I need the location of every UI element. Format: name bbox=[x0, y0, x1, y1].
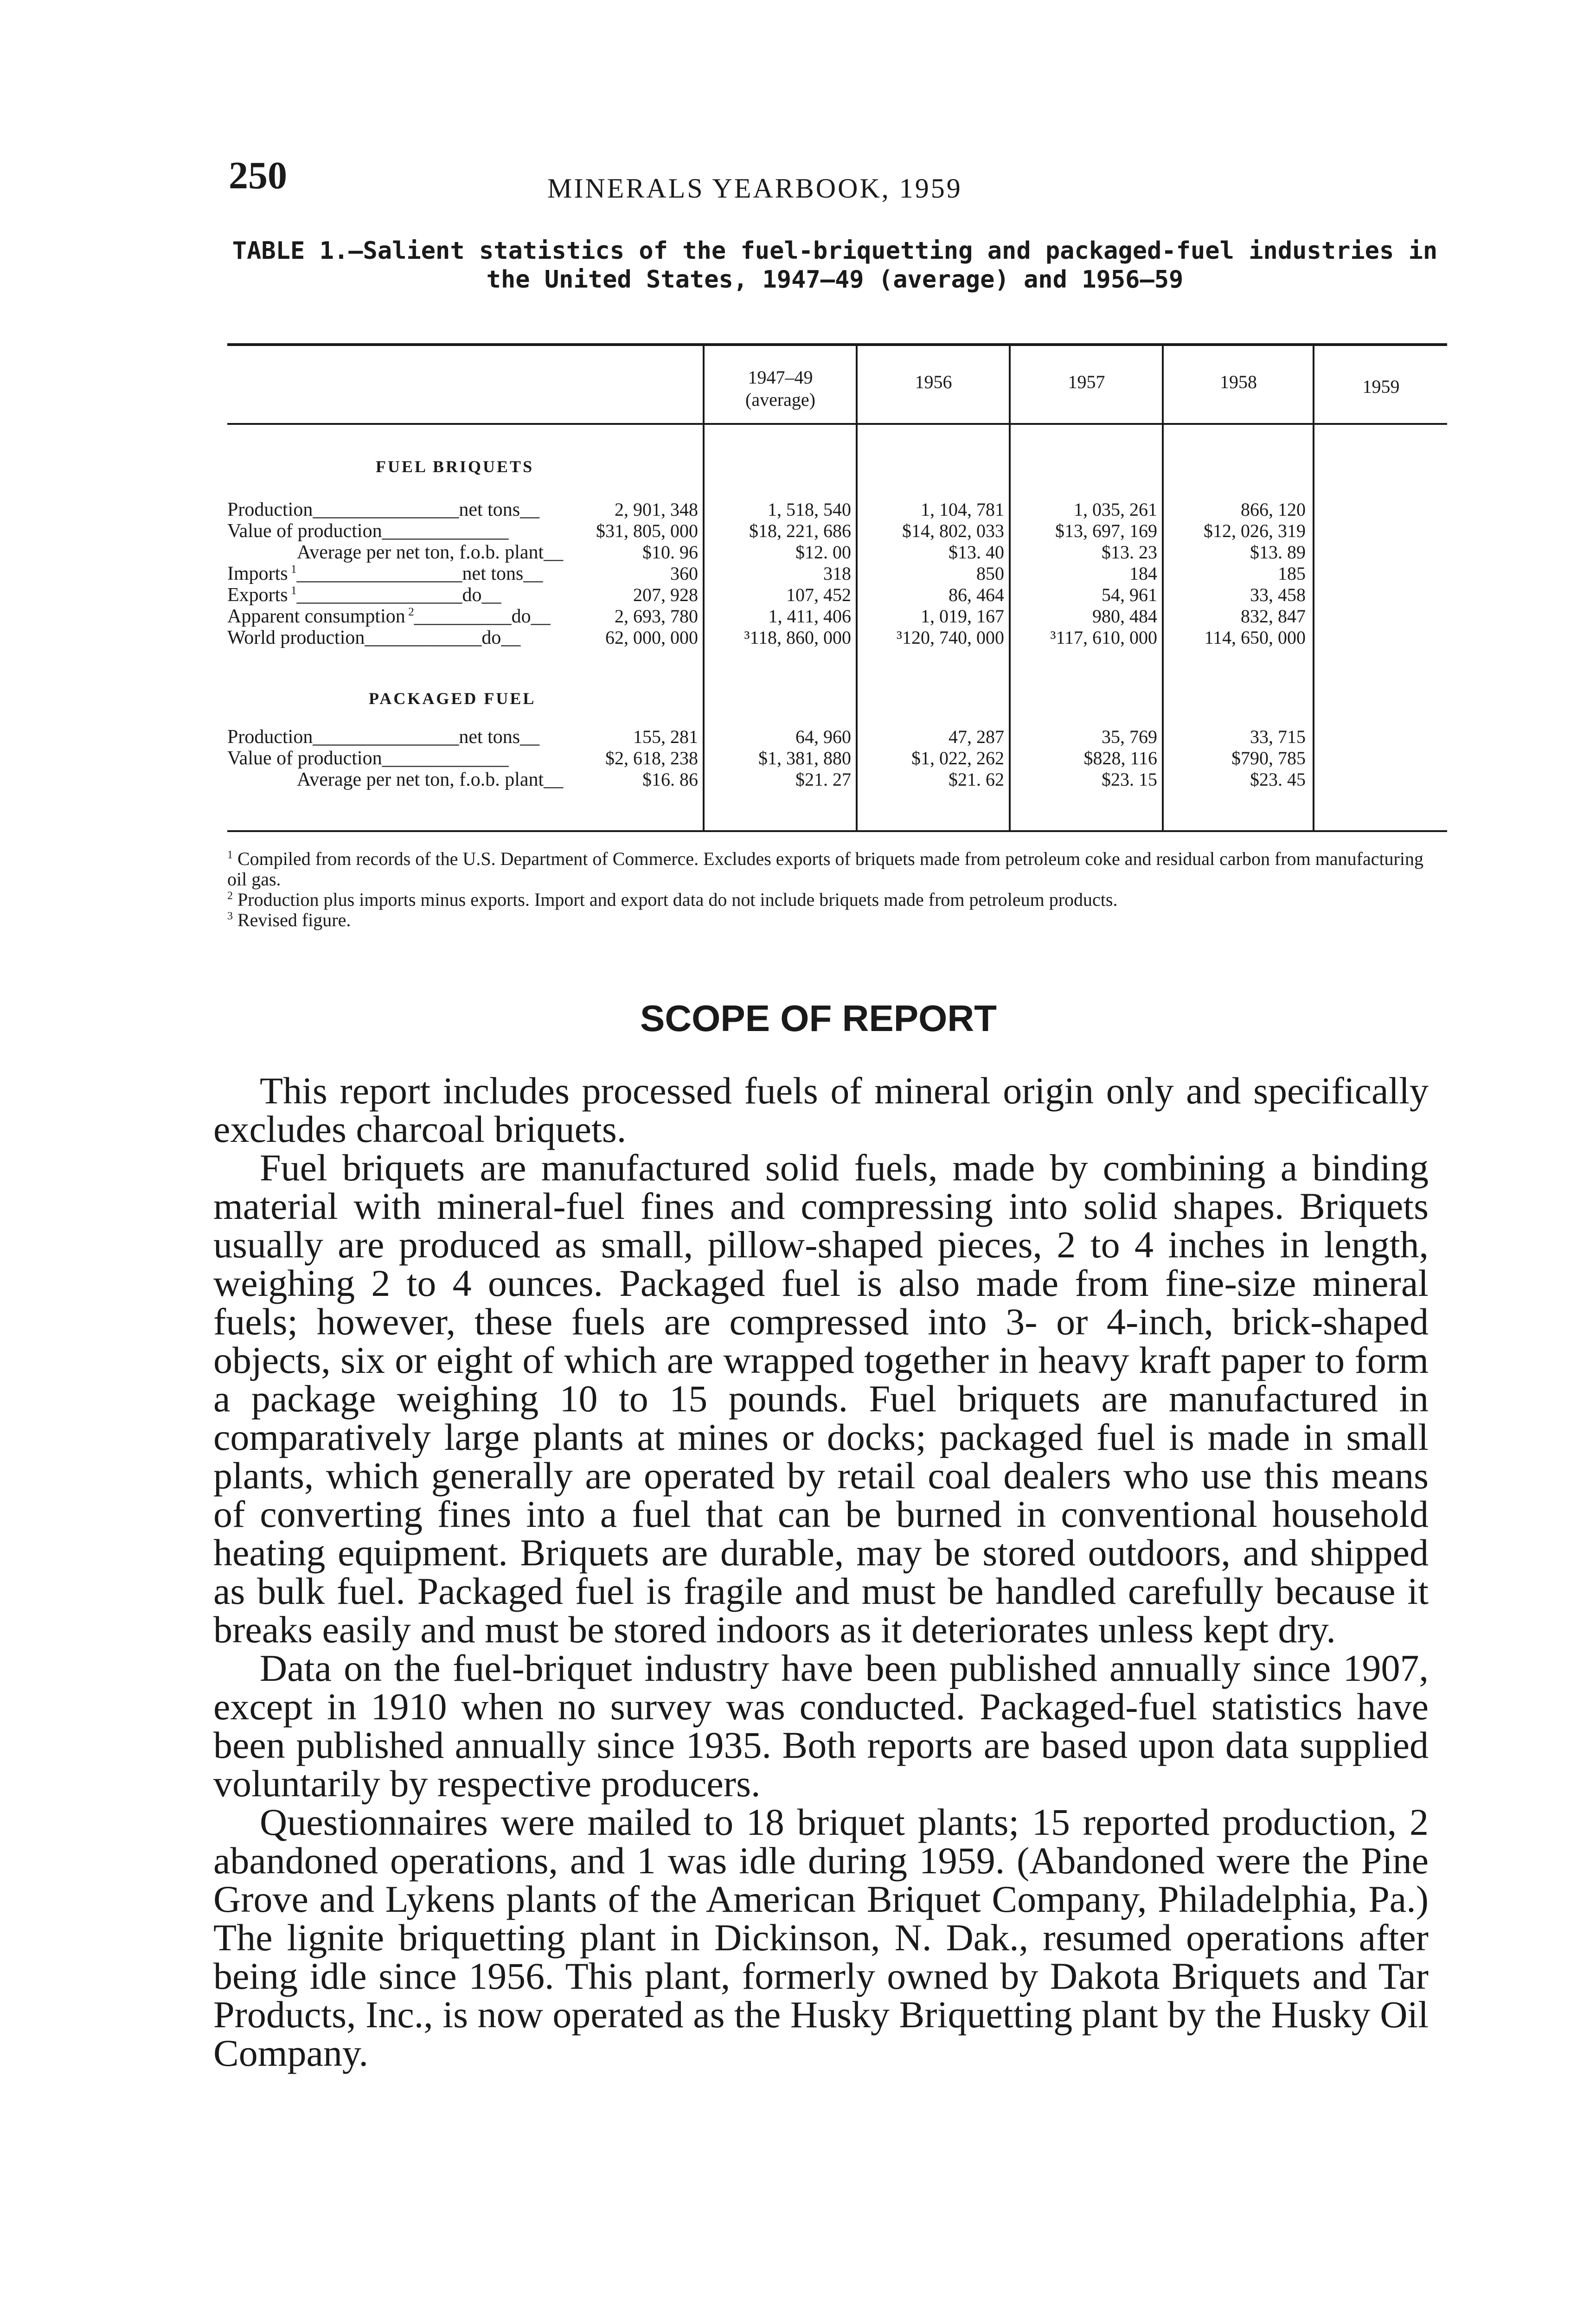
table-cell: 33, 715 bbox=[1250, 726, 1306, 747]
table-cell: 1, 411, 406 bbox=[768, 606, 851, 627]
row-unit: do bbox=[462, 584, 482, 606]
table-cell: 35, 769 bbox=[1102, 726, 1157, 747]
table-row bbox=[227, 627, 1447, 650]
table-cell: 54, 961 bbox=[1102, 584, 1157, 605]
table-cell: $14, 802, 033 bbox=[902, 520, 1004, 541]
dot-leader: _________________ bbox=[296, 563, 462, 584]
table-cell: 866, 120 bbox=[1241, 499, 1306, 520]
table-cell: 155, 281 bbox=[633, 726, 698, 747]
table-cell: $828, 116 bbox=[1083, 748, 1157, 769]
table-row bbox=[227, 747, 1447, 770]
column-header: 1958 bbox=[1220, 372, 1257, 392]
table-cell: $13, 697, 169 bbox=[1055, 520, 1157, 541]
table-cell: 850 bbox=[976, 563, 1004, 584]
table-cell: 114, 650, 000 bbox=[1204, 627, 1306, 648]
table-cell: $1, 381, 880 bbox=[758, 748, 851, 769]
table-cell: $13. 40 bbox=[949, 542, 1004, 563]
table-cell: $18, 221, 686 bbox=[749, 520, 851, 541]
table-cell: $12. 00 bbox=[795, 542, 851, 563]
table-cell: ³117, 610, 000 bbox=[1050, 627, 1157, 648]
table-row bbox=[227, 499, 1447, 522]
footnote bbox=[227, 849, 1442, 890]
row-label bbox=[227, 563, 543, 585]
row-label-text: Average per net ton, f.o.b. plant bbox=[297, 542, 544, 563]
dot-leader: __ bbox=[544, 769, 564, 790]
row-label-text: Value of production bbox=[227, 520, 382, 542]
table-cell: 2, 693, 780 bbox=[615, 606, 698, 627]
table-cell: 184 bbox=[1129, 563, 1157, 584]
row-unit: do bbox=[481, 627, 501, 648]
footnote bbox=[227, 890, 1442, 910]
running-title: MINERALS YEARBOOK, 1959 bbox=[547, 173, 962, 204]
table-cell: $13. 89 bbox=[1250, 542, 1306, 563]
table-row bbox=[227, 769, 1447, 792]
table-cell: ³120, 740, 000 bbox=[897, 627, 1004, 648]
body-text bbox=[213, 1071, 1429, 2072]
table-row bbox=[227, 563, 1447, 586]
column-header: 1957 bbox=[1068, 372, 1105, 392]
row-unit: do bbox=[511, 606, 531, 627]
dot-leader: _____________ bbox=[382, 748, 509, 769]
table-cell: ³118, 860, 000 bbox=[744, 627, 851, 648]
table-cell: 107, 452 bbox=[786, 584, 851, 605]
table-cell: 318 bbox=[823, 563, 851, 584]
table-cell: 360 bbox=[670, 563, 698, 584]
table-cell: 185 bbox=[1278, 563, 1306, 584]
table-cell: 1, 035, 261 bbox=[1074, 499, 1157, 520]
table-cell: $16. 86 bbox=[642, 769, 698, 790]
footnote-text: Production plus imports minus exports. Import and export data do not include briquets made from petroleum products. bbox=[237, 889, 1118, 910]
column-header-line: (average) bbox=[745, 389, 815, 410]
footnote-mark: 1 bbox=[288, 563, 297, 576]
table-row bbox=[227, 584, 1447, 607]
table-cell: 832, 847 bbox=[1241, 606, 1306, 627]
footnote-mark: 3 bbox=[227, 910, 233, 922]
row-label-text: World production bbox=[227, 627, 365, 648]
footnote bbox=[227, 910, 1442, 930]
table-cell: $10. 96 bbox=[642, 542, 698, 563]
table-row bbox=[227, 541, 1447, 564]
row-label-text: Value of production bbox=[227, 748, 382, 769]
dot-leader: __ bbox=[481, 584, 501, 606]
table-cell: 2, 901, 348 bbox=[615, 499, 698, 520]
footnote-mark: 1 bbox=[227, 849, 233, 861]
footnote-mark: 1 bbox=[288, 584, 297, 597]
dot-leader: __________ bbox=[414, 606, 512, 627]
paragraph: Questionnaires were mailed to 18 briquet plants; 15 reported production, 2 abandoned operations, and 1 was idle during 1959. (Abandoned were the Pine Grove and Lykens plants of the American Briquet Company, Philadelphia, Pa.) The lignite briquetting plant in Dickinson, N. Dak., resumed operations after being idle since 1956. This plant, formerly owned by Dakota Briquets and Tar Products, Inc., is now operated as the Husky Briquetting plant by the Husky Oil Company. bbox=[213, 1801, 1429, 2074]
table-row bbox=[227, 726, 1447, 749]
row-label bbox=[227, 499, 539, 521]
table-row bbox=[227, 605, 1447, 628]
table-cell: $790, 785 bbox=[1231, 748, 1306, 769]
dot-leader: __ bbox=[531, 606, 551, 627]
row-unit: net tons bbox=[459, 726, 520, 748]
page-number: 250 bbox=[229, 154, 287, 197]
dot-leader: _______________ bbox=[313, 726, 459, 748]
row-label-text: Production bbox=[227, 499, 313, 520]
table-bottom-rule bbox=[227, 830, 1447, 832]
row-label-text: Exports bbox=[227, 584, 288, 606]
table-cell: $23. 45 bbox=[1250, 769, 1306, 790]
table-cell: $1, 022, 262 bbox=[911, 748, 1004, 769]
footnotes bbox=[227, 849, 1442, 930]
table-cell: $21. 62 bbox=[949, 769, 1004, 790]
dot-leader: __ bbox=[544, 542, 564, 563]
table-cell: $13. 23 bbox=[1102, 542, 1157, 563]
section-heading: PACKAGED FUEL bbox=[369, 689, 536, 708]
row-label bbox=[227, 520, 509, 542]
footnote-mark: 2 bbox=[227, 890, 233, 902]
row-label bbox=[297, 541, 563, 564]
row-label bbox=[297, 769, 563, 791]
table-cell: $21. 27 bbox=[795, 769, 851, 790]
section-heading: FUEL BRIQUETS bbox=[376, 457, 534, 476]
paragraph: Data on the fuel-briquet industry have been published annually since 1907, except in 1910 when no survey was conducted. Packaged-fuel statistics have been published annually since 1935. Both reports are based upon data supplied voluntarily by respective producers. bbox=[213, 1647, 1429, 1805]
dot-leader: __ bbox=[520, 726, 540, 748]
row-unit: net tons bbox=[462, 563, 524, 584]
footnote-mark: 2 bbox=[405, 606, 414, 618]
table-cell: 207, 928 bbox=[633, 584, 698, 605]
dot-leader: _____________ bbox=[382, 520, 509, 542]
table-top-rule bbox=[227, 343, 1447, 346]
table-cell: 47, 287 bbox=[949, 726, 1004, 747]
dot-leader: ____________ bbox=[365, 627, 482, 648]
dot-leader: _________________ bbox=[296, 584, 462, 606]
dot-leader: __ bbox=[520, 499, 540, 520]
paragraph: This report includes processed fuels of mineral origin only and specifically excludes charcoal briquets. bbox=[213, 1070, 1429, 1150]
table-row bbox=[227, 520, 1447, 543]
row-label bbox=[227, 627, 520, 649]
table-cell: $2, 618, 238 bbox=[605, 748, 698, 769]
row-unit: net tons bbox=[459, 499, 520, 520]
column-header bbox=[705, 366, 856, 411]
row-label-text: Production bbox=[227, 726, 313, 748]
table-cell: 1, 518, 540 bbox=[768, 499, 851, 520]
row-label-text: Average per net ton, f.o.b. plant bbox=[297, 769, 544, 790]
table-cell: $12, 026, 319 bbox=[1204, 520, 1306, 541]
row-label bbox=[227, 747, 509, 769]
table-title: TABLE 1.—Salient statistics of the fuel-briquetting and packaged-fuel industries in the United States, 1947–49 (average) and 1956–59 bbox=[232, 237, 1438, 294]
dot-leader: __ bbox=[523, 563, 543, 584]
row-label-text: Apparent consumption bbox=[227, 606, 405, 627]
column-header: 1956 bbox=[915, 372, 952, 392]
dot-leader: _______________ bbox=[313, 499, 459, 520]
table-cell: 980, 484 bbox=[1092, 606, 1157, 627]
row-label bbox=[227, 726, 539, 748]
table-cell: 64, 960 bbox=[795, 726, 851, 747]
row-label-text: Imports bbox=[227, 563, 288, 584]
footnote-text: Revised figure. bbox=[237, 910, 351, 930]
section-title: SCOPE OF REPORT bbox=[640, 998, 997, 1039]
header-bottom-rule bbox=[227, 423, 1447, 425]
table-cell: 1, 019, 167 bbox=[921, 606, 1004, 627]
dot-leader: __ bbox=[501, 627, 521, 648]
row-label bbox=[227, 584, 501, 606]
row-label bbox=[227, 605, 551, 628]
column-header: 1959 bbox=[1362, 376, 1400, 397]
table-cell: 86, 464 bbox=[949, 584, 1004, 605]
table-cell: 1, 104, 781 bbox=[921, 499, 1004, 520]
table-cell: $31, 805, 000 bbox=[596, 520, 698, 541]
table-cell: 62, 000, 000 bbox=[605, 627, 698, 648]
column-header-line: 1947–49 bbox=[748, 367, 813, 388]
footnote-text: Compiled from records of the U.S. Department of Commerce. Excludes exports of briquets made from petroleum coke and residual carbon from manufacturing oil gas. bbox=[227, 848, 1423, 890]
table-cell: 33, 458 bbox=[1250, 584, 1306, 605]
table-cell: $23. 15 bbox=[1102, 769, 1157, 790]
paragraph: Fuel briquets are manufactured solid fuels, made by combining a binding material with mineral-fuel fines and compressing into solid shapes. Briquets usually are produced as small, pillow-shaped pieces, 2 to 4 inches in length, weighing 2 to 4 ounces. Packaged fuel is also made from fine-size mineral fuels; however, these fuels are compressed into 3- or 4-inch, brick-shaped objects, six or eight of which are wrapped together in heavy kraft paper to form a package weighing 10 to 15 pounds. Fuel briquets are manufactured in comparatively large plants at mines or docks; packaged fuel is made in small plants, which generally are operated by retail coal dealers who use this means of converting fines into a fuel that can be burned in conventional household heating equipment. Briquets are durable, may be stored outdoors, and shipped as bulk fuel. Packaged fuel is fragile and must be handled carefully because it breaks easily and must be stored indoors as it deteriorates unless kept dry. bbox=[213, 1147, 1429, 1651]
